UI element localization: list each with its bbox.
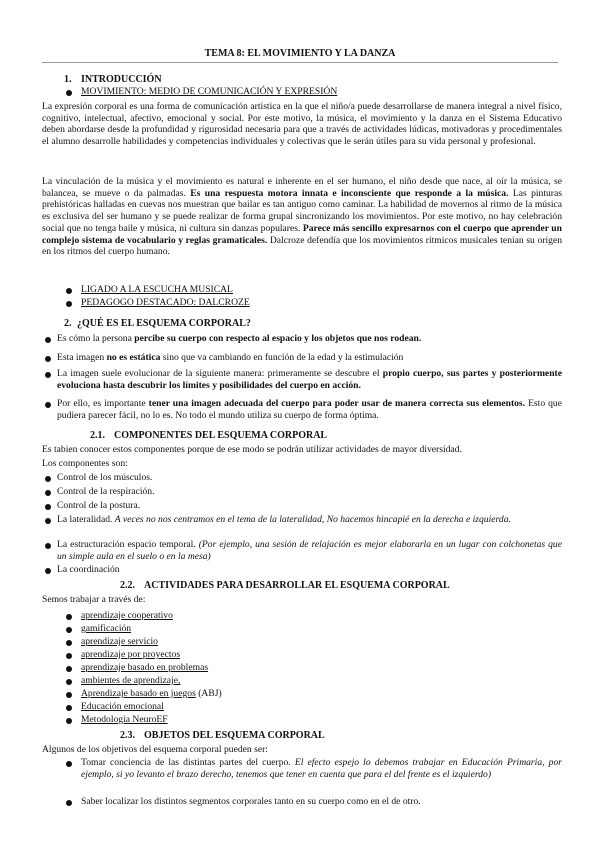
s23-lead: Algunos de los objetivos del esquema corporal pueden ser: — [42, 744, 268, 755]
s2-bullet-1: Es cómo la persona percibe su cuerpo con respecto al espacio y los objetos que nos rodean. — [57, 333, 422, 344]
bullet-icon — [66, 705, 72, 711]
s21-lead: Los componentes son: — [42, 458, 128, 469]
s2-bullet-3: La imagen suele evolucionar de la siguiente manera: primeramente se descubre el propio cuerpo, sus partes y posteriormente evoluciona hasta descubrir los límites y posibilidades del cuerpo en acción. — [57, 368, 562, 391]
section-2-3-number: 2.3. — [120, 730, 135, 741]
activity-item: gamificación — [81, 623, 132, 634]
bullet-icon — [45, 490, 51, 496]
activity-item: aprendizaje por proyectos — [81, 649, 181, 660]
component-item: Control de la postura. — [57, 500, 141, 511]
link-escucha: LIGADO A LA ESCUCHA MUSICAL — [81, 284, 233, 295]
section-1-bullet: MOVIMIENTO: MEDIO DE COMUNICACIÓN Y EXPRESIÓN — [81, 86, 338, 97]
component-lateralidad: La lateralidad. A veces no nos centramos en el tema de la lateralidad, No hacemos hincapié en la derecha e izquierda. — [57, 514, 511, 525]
bullet-icon — [45, 337, 51, 343]
objective-2: Saber localizar los distintos segmentos corporales tanto en su cuerpo como en el de otro. — [81, 796, 421, 807]
bullet-icon — [66, 692, 72, 698]
bullet-icon — [45, 543, 51, 549]
activity-item: Aprendizaje basado en juegos (ABJ) — [81, 688, 222, 699]
bullet-icon — [45, 402, 51, 408]
intro-paragraph-2: La vinculación de la música y el movimiento es natural e inherente en el ser humano, el niño desde que nace, al oír la música, se balancea, se mueve o da palmadas. Es una respuesta motora innata e inconsciente que responde a la música. Las pinturas prehistóricas halladas en cuevas nos muestran que bailar es tan antiguo como caminar. La habilidad de movernos al ritmo de la música es exclusiva del ser humano y se puede realizar de forma grupal sincronizando los movimientos. Por este motivo, no hay celebración social que no tenga baile y música, ni cultura sin danzas populares. Parece más sencillo expresarnos con el cuerpo que aprender un complejo sistema de vocabulario y reglas gramaticales. Dalcroze defendía que los movimientos rítmicos musicales tenían su origen en los ritmos del cuerpo humano. — [42, 176, 562, 258]
bullet-icon — [66, 679, 72, 685]
bullet-icon — [45, 518, 51, 524]
bullet-icon — [45, 568, 51, 574]
intro-paragraph-1: La expresión corporal es una forma de comunicación artística en la que el niño/a puede desarrollarse de manera integral a nivel físico, cognitivo, intelectual, afectivo, emocional y social. Por este motivo, la música, el movimiento y la danza en el Sistema Educativo deben abordarse desde la profundidad y rigurosidad necesaria para que a través de actividades lúdicas, motivadoras y procedimentales el alumno desarrolle habilidades y competencias individuales y colectivas que le serán útiles para su vida personal y profesional. — [42, 101, 562, 148]
section-2-1-number: 2.1. — [90, 430, 105, 441]
bullet-icon — [66, 288, 72, 294]
bullet-icon — [66, 718, 72, 724]
s21-intro: Es tabien conocer estos componentes porque de ese modo se podrán utilizar actividades de mayor diversidad. — [42, 444, 462, 455]
component-estructuracion: La estructuración espacio temporal. (Por ejemplo, una sesión de relajación es mejor elaborarla en un lugar con colchonetas que un simple aula en el suelo o en la mesa) — [57, 539, 562, 562]
bullet-icon — [45, 504, 51, 510]
bullet-icon — [66, 90, 72, 96]
bullet-icon — [66, 614, 72, 620]
bullet-icon — [45, 372, 51, 378]
activity-item: aprendizaje servicio — [81, 636, 158, 647]
activity-item: aprendizaje basado en problemas — [81, 662, 209, 673]
component-item: Control de los músculos. — [57, 472, 153, 483]
s22-lead: Semos trabajar a través de: — [42, 594, 146, 605]
section-1-number: 1. — [64, 74, 72, 85]
activity-item: Educación emocional — [81, 701, 164, 712]
section-2-3-heading: OBJETOS DEL ESQUEMA CORPORAL — [144, 730, 325, 741]
section-2-2-number: 2.2. — [120, 580, 135, 591]
bullet-icon — [66, 627, 72, 633]
component-coordinacion: La coordinación — [57, 564, 120, 575]
component-item: Control de la respiración. — [57, 486, 155, 497]
activity-item: Metodología NeuroEF — [81, 714, 168, 725]
s2-bullet-4: Por ello, es importante tener una imagen adecuada del cuerpo para poder usar de manera correcta sus elementos. Esto que pudiera parecer fácil, no lo es. No todo el mundo utiliza su cuerpo de forma óptima. — [57, 398, 562, 421]
s2-bullet-2: Esta imagen no es estática sino que va cambiando en función de la edad y la estimulación — [57, 352, 404, 363]
section-2-number: 2. — [64, 318, 72, 329]
link-dalcroze: PEDAGOGO DESTACADO: DALCROZE — [81, 297, 250, 308]
bullet-icon — [66, 640, 72, 646]
bullet-icon — [66, 301, 72, 307]
bullet-icon — [66, 800, 72, 806]
section-2-1-heading: COMPONENTES DEL ESQUEMA CORPORAL — [114, 430, 328, 441]
section-1-heading: INTRODUCCIÓN — [81, 74, 162, 85]
title-divider — [42, 62, 558, 63]
bullet-icon — [45, 356, 51, 362]
section-2-2-heading: ACTIVIDADES PARA DESARROLLAR EL ESQUEMA CORPORAL — [144, 580, 450, 591]
page-title: TEMA 8: EL MOVIMIENTO Y LA DANZA — [204, 48, 396, 59]
section-2-heading: ¿QUÉ ES EL ESQUEMA CORPORAL? — [77, 318, 251, 329]
objective-1: Tomar conciencia de las distintas partes del cuerpo. El efecto espejo lo debemos trabajar en Educación Primaria, por ejemplo, si yo levanto el brazo derecho, tenemos que tener en cuenta que para el del frente es el izquierdo) — [81, 757, 562, 780]
bullet-icon — [66, 761, 72, 767]
bullet-icon — [66, 666, 72, 672]
activity-item: ambientes de aprendizaje, — [81, 675, 181, 686]
bullet-icon — [66, 653, 72, 659]
activity-item: aprendizaje cooperativo — [81, 610, 173, 621]
bullet-icon — [45, 476, 51, 482]
